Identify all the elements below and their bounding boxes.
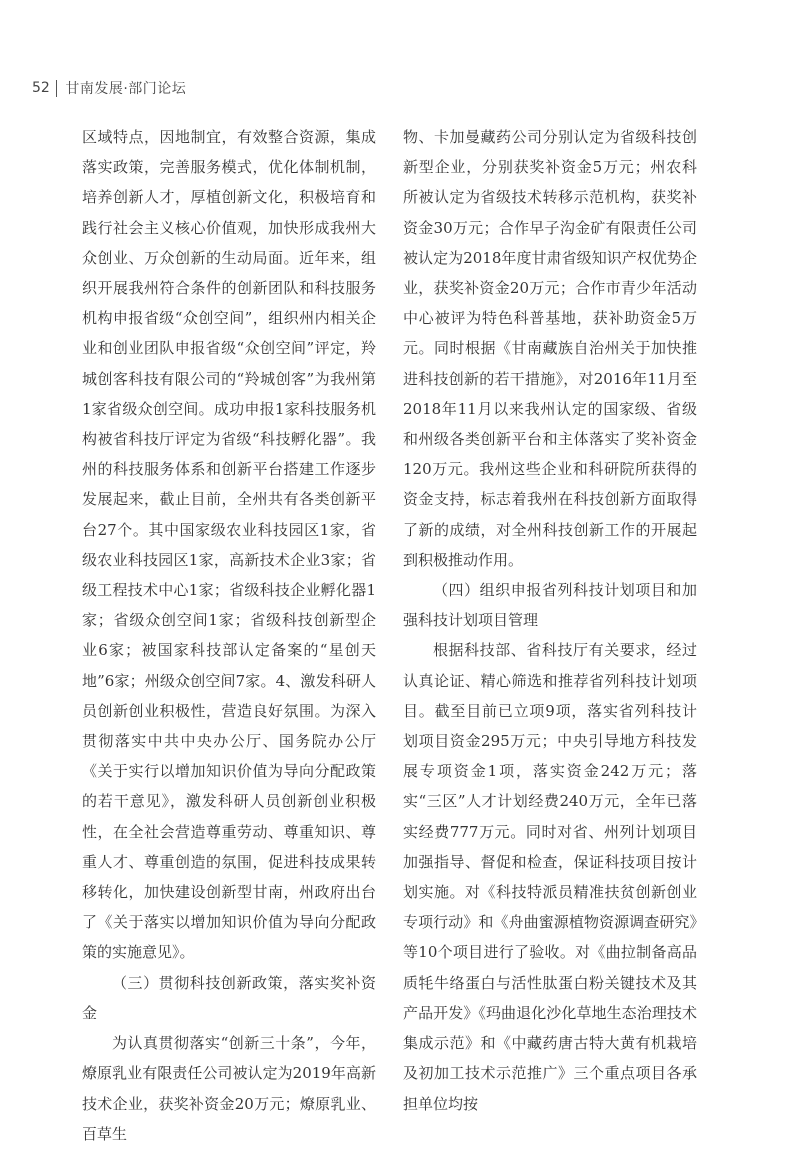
running-header [32,73,186,103]
header-divider [56,80,58,97]
right-paragraph-projects: 根据科技部、省科技厅有关要求，经过认真论证、精心筛选和推荐省列科技计划项目。截至目前已立项9项，落实省列科技计划项目资金295万元；中央引导地方科技发展专项资金1项，落实资金242万元；落实“三区”人才计划经费240万元，全年已落实经费777万元。同时对省、州列计划项目加强指导、督促和检查，保证科技项目按计划实施。对《科技特派员精准扶贫创新创业专项行动》和《舟曲蜜源植物资源调查研究》等10个项目进行了验收。对《曲拉制备高品质牦牛络蛋白与活性肽蛋白粉关键技术及其产品开发》《玛曲退化沙化草地生态治理技术集成示范》和《中藏药唐古特大黄有机栽培及初加工技术示范推广》三个重点项目各承担单位均按 [403,641,697,1113]
right-paragraph-continued: 物、卡加曼藏药公司分别认定为省级科技创新型企业，分别获奖补资金5万元；州农科所被认定为省级技术转移示范机构，获奖补资金30万元；合作早子沟金矿有限责任公司被认定为2018年度甘肃省级知识产权优势企业，获奖补资金20万元；合作市青少年活动中心被评为特色科普基地，获补助资金5万元。同时根据《甘南藏族自治州关于加快推进科技创新的若干措施》，对2016年11月至2018年11月以来我州认定的国家级、省级和州级各类创新平台和主体落实了奖补资金120万元。我州这些企业和科研院所获得的资金支持，标志着我州在科技创新方面取得了新的成绩，对全州科技创新工作的开展起到积极推动作用。 [403,128,697,569]
section-heading-three: （三）贯彻科技创新政策，落实奖补资金 [82,973,376,1022]
running-title: 甘南发展·部门论坛 [65,81,187,97]
left-paragraph-continued: 区域特点，因地制宜，有效整合资源，集成落实政策，完善服务模式，优化体制机制，培养创新人才，厚植创新文化，积极培育和践行社会主义核心价值观，加快形成我州大众创业、万众创新的生动局面。近年来，组织开展我州符合条件的创新团队和科技服务机构申报省级“众创空间”，组织州内相关企业和创业团队申报省级“众创空间”评定，羚城创客科技有限公司的“羚城创客”为我州第1家省级众创空间。成功申报1家科技服务机构被省科技厅评定为省级“科技孵化器”。我州的科技服务体系和创新平台搭建工作逐步发展起来，截止目前，全州共有各类创新平台27个。其中国家级农业科技园区1家，省级农业科技园区1家，高新技术企业3家；省级工程技术中心1家；省级科技企业孵化器1家；省级众创空间1家；省级科技创新型企业6家；被国家科技部认定备案的“星创天地”6家；州级众创空间7家。4、激发科研人员创新创业积极性，营造良好氛围。为深入贯彻落实中共中央办公厅、国务院办公厅《关于实行以增加知识价值为导向分配政策的若干意见》，激发科研人员创新创业积极性，在全社会营造尊重劳动、尊重知识、尊重人才、尊重创造的氛围，促进科技成果转移转化，加快建设创新型甘南，州政府出台了《关于落实以增加知识价值为导向分配政策的实施意见》。 [82,128,376,962]
page-number: 52 [32,80,50,96]
left-column [82,122,376,1149]
right-column [403,122,697,1119]
section-heading-four: （四）组织申报省列科技计划项目和加强科技计划项目管理 [403,581,697,630]
left-paragraph-funding: 为认真贯彻落实“创新三十条”，今年，燎原乳业有限责任公司被认定为2019年高新技术企业，获奖补资金20万元；燎原乳业、百草生 [82,1034,376,1143]
